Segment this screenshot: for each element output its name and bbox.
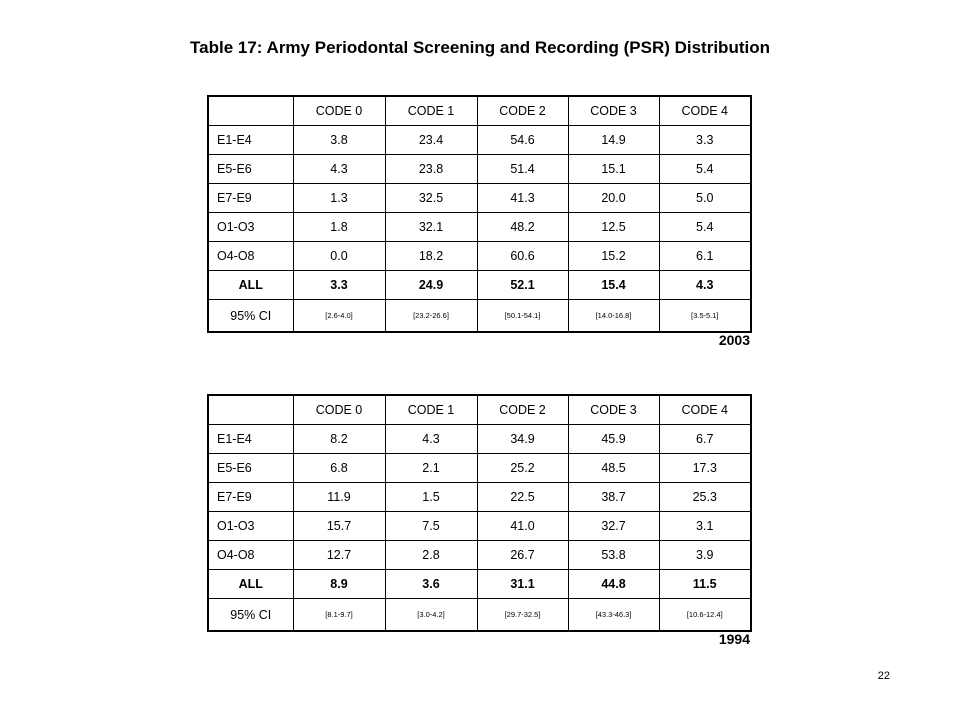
table-cell: 11.5	[659, 570, 751, 599]
table-header-row	[208, 96, 751, 126]
table-cell: 1.8	[293, 213, 385, 242]
table-cell: [29.7-32.5]	[477, 599, 568, 632]
column-header: CODE 3	[568, 96, 659, 126]
table-cell: 24.9	[385, 271, 477, 300]
table-row	[208, 454, 751, 483]
table-row	[208, 512, 751, 541]
column-header: CODE 2	[477, 96, 568, 126]
table-row	[208, 541, 751, 570]
column-header: CODE 4	[659, 395, 751, 425]
column-header: CODE 2	[477, 395, 568, 425]
table-cell: 45.9	[568, 425, 659, 454]
table-cell: 41.3	[477, 184, 568, 213]
table-cell: 3.9	[659, 541, 751, 570]
table-cell: 5.0	[659, 184, 751, 213]
table-cell: 4.3	[293, 155, 385, 184]
table-cell: 2.1	[385, 454, 477, 483]
table-cell: 18.2	[385, 242, 477, 271]
table-cell: 15.1	[568, 155, 659, 184]
table-cell: 3.6	[385, 570, 477, 599]
table-cell: 4.3	[385, 425, 477, 454]
row-label: O1-O3	[208, 213, 293, 242]
table-cell: 4.3	[659, 271, 751, 300]
table-cell: [3.0-4.2]	[385, 599, 477, 632]
table-cell: 7.5	[385, 512, 477, 541]
table-year-label: 2003	[718, 332, 750, 348]
table-cell: 3.3	[659, 126, 751, 155]
table-cell: [43.3-46.3]	[568, 599, 659, 632]
table-row	[208, 570, 751, 599]
table-cell: 6.1	[659, 242, 751, 271]
header-corner-cell	[208, 395, 293, 425]
table-cell: 41.0	[477, 512, 568, 541]
column-header: CODE 0	[293, 395, 385, 425]
table-cell: 1.5	[385, 483, 477, 512]
table-cell: 51.4	[477, 155, 568, 184]
table-cell: 54.6	[477, 126, 568, 155]
table-cell: 23.8	[385, 155, 477, 184]
column-header: CODE 1	[385, 395, 477, 425]
table-cell: 23.4	[385, 126, 477, 155]
table-cell: 26.7	[477, 541, 568, 570]
table-cell: 25.3	[659, 483, 751, 512]
header-corner-cell	[208, 96, 293, 126]
table-row	[208, 425, 751, 454]
table-cell: 3.8	[293, 126, 385, 155]
row-label: 95% CI	[208, 300, 293, 333]
table-cell: 32.1	[385, 213, 477, 242]
table-row	[208, 213, 751, 242]
table-cell: [14.0-16.8]	[568, 300, 659, 333]
table-cell: 48.5	[568, 454, 659, 483]
table-cell: 2.8	[385, 541, 477, 570]
page-title: Table 17: Army Periodontal Screening and Recording (PSR) Distribution	[190, 38, 770, 57]
table-cell: 38.7	[568, 483, 659, 512]
table-cell: 31.1	[477, 570, 568, 599]
table-cell: 25.2	[477, 454, 568, 483]
table-cell: 3.3	[293, 271, 385, 300]
row-label: E7-E9	[208, 184, 293, 213]
table-cell: 12.5	[568, 213, 659, 242]
table-cell: [50.1-54.1]	[477, 300, 568, 333]
row-label: 95% CI	[208, 599, 293, 632]
table-row	[208, 155, 751, 184]
table-cell: 15.4	[568, 271, 659, 300]
table-cell: [2.6-4.0]	[293, 300, 385, 333]
row-label: E1-E4	[208, 126, 293, 155]
row-label: O1-O3	[208, 512, 293, 541]
table-cell: 5.4	[659, 155, 751, 184]
table-cell: 17.3	[659, 454, 751, 483]
table-cell: 0.0	[293, 242, 385, 271]
table-cell: [3.5-5.1]	[659, 300, 751, 333]
table-cell: [23.2-26.6]	[385, 300, 477, 333]
table-cell: 1.3	[293, 184, 385, 213]
row-label: ALL	[208, 271, 293, 300]
table-cell: 22.5	[477, 483, 568, 512]
table-cell: 32.7	[568, 512, 659, 541]
table-cell: 3.1	[659, 512, 751, 541]
psr-table-1994	[207, 394, 752, 632]
table-cell: 11.9	[293, 483, 385, 512]
row-label: ALL	[208, 570, 293, 599]
table-year-label: 1994	[718, 631, 750, 647]
table-cell: 52.1	[477, 271, 568, 300]
table-cell: 20.0	[568, 184, 659, 213]
table-cell: 53.8	[568, 541, 659, 570]
table-row	[208, 184, 751, 213]
table-row	[208, 126, 751, 155]
table-cell: 48.2	[477, 213, 568, 242]
table-cell: 6.7	[659, 425, 751, 454]
row-label: E1-E4	[208, 425, 293, 454]
row-label: E5-E6	[208, 155, 293, 184]
table-cell: 15.7	[293, 512, 385, 541]
table-row	[208, 242, 751, 271]
table-cell: 34.9	[477, 425, 568, 454]
page-number: 22	[877, 670, 890, 682]
table-cell: 5.4	[659, 213, 751, 242]
table-cell: 12.7	[293, 541, 385, 570]
table-cell: [8.1-9.7]	[293, 599, 385, 632]
table-cell: 6.8	[293, 454, 385, 483]
table-cell: 14.9	[568, 126, 659, 155]
table-header-row	[208, 395, 751, 425]
column-header: CODE 4	[659, 96, 751, 126]
row-label: O4-O8	[208, 242, 293, 271]
row-label: E5-E6	[208, 454, 293, 483]
column-header: CODE 1	[385, 96, 477, 126]
row-label: E7-E9	[208, 483, 293, 512]
table-cell: 32.5	[385, 184, 477, 213]
table-row	[208, 483, 751, 512]
row-label: O4-O8	[208, 541, 293, 570]
table-row	[208, 300, 751, 333]
table-cell: 8.2	[293, 425, 385, 454]
table-row	[208, 271, 751, 300]
table-cell: [10.6-12.4]	[659, 599, 751, 632]
table-cell: 8.9	[293, 570, 385, 599]
column-header: CODE 3	[568, 395, 659, 425]
table-cell: 44.8	[568, 570, 659, 599]
table-cell: 60.6	[477, 242, 568, 271]
table-cell: 15.2	[568, 242, 659, 271]
column-header: CODE 0	[293, 96, 385, 126]
table-row	[208, 599, 751, 632]
psr-table-2003	[207, 95, 752, 333]
